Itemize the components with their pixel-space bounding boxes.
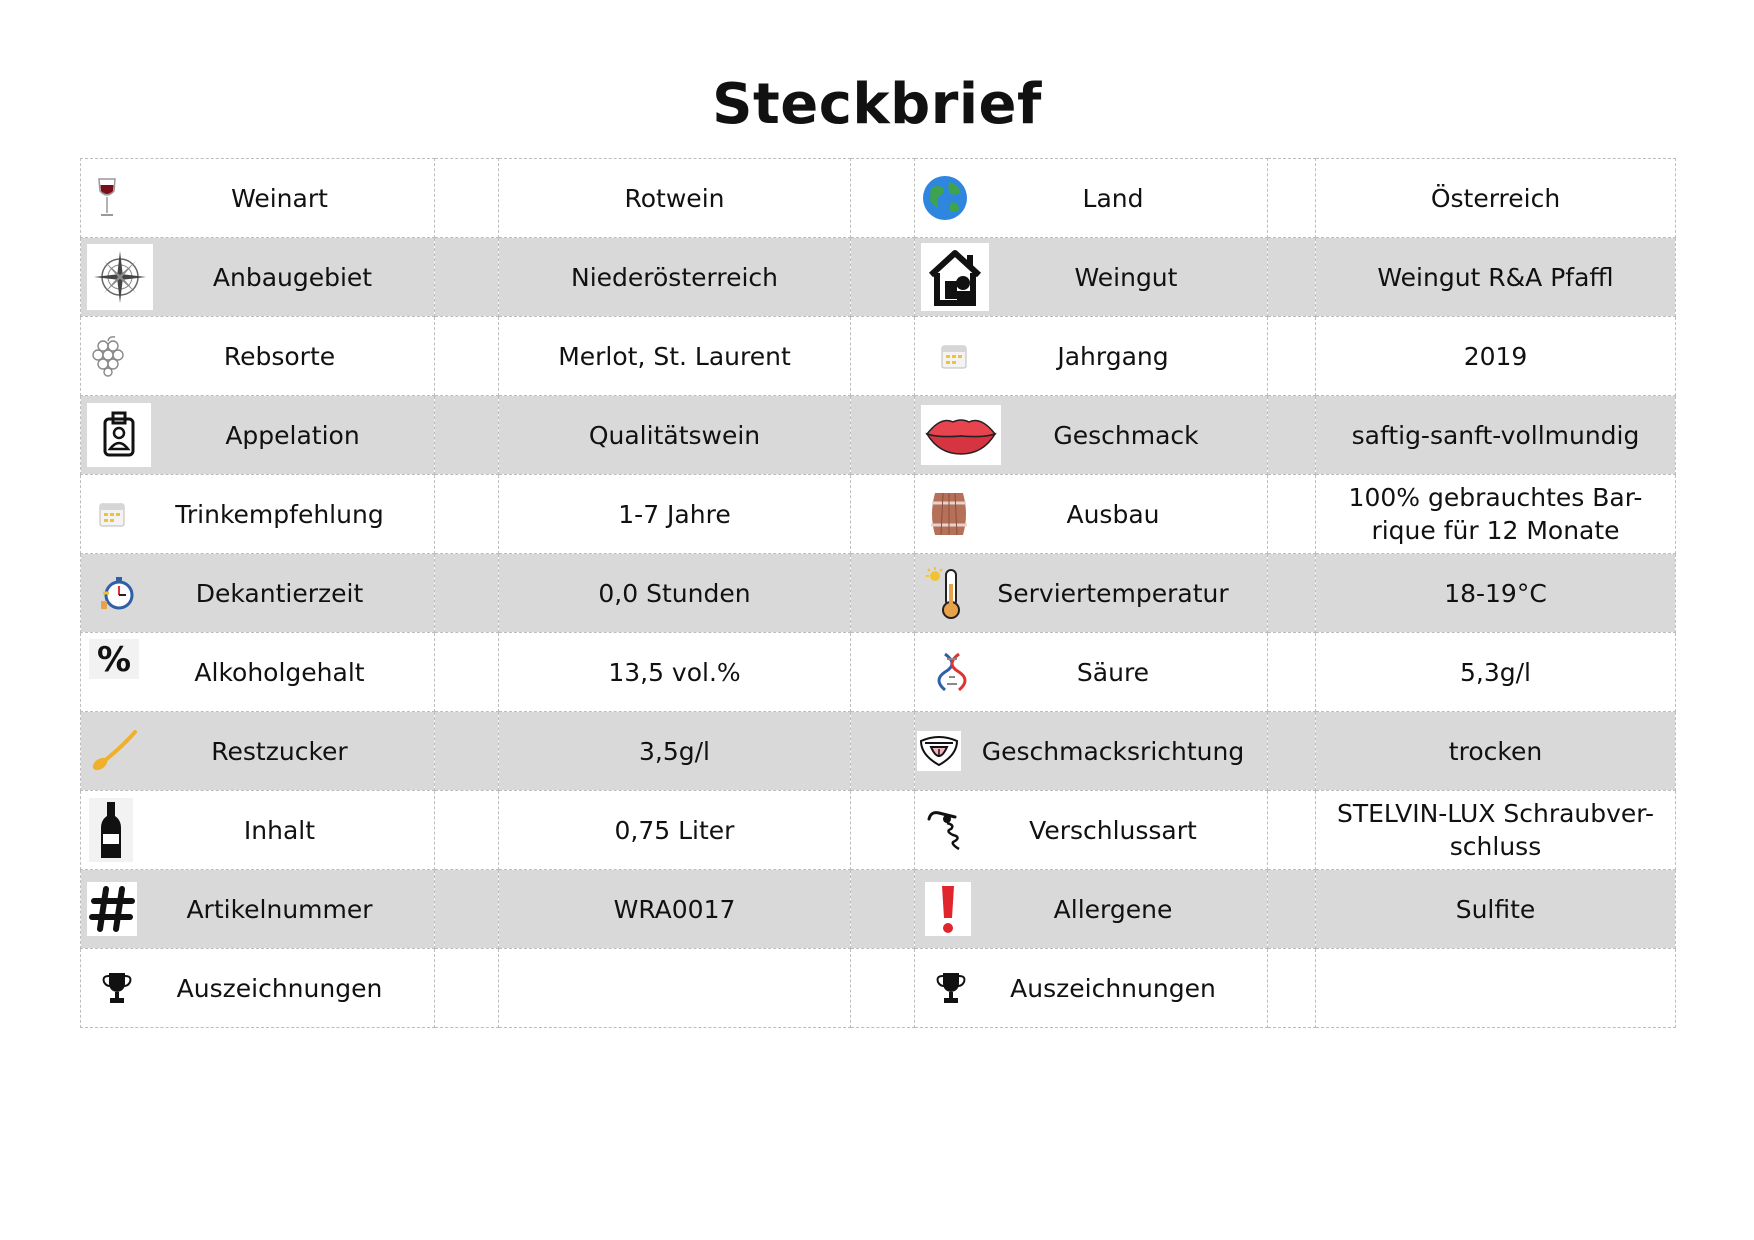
field-label: Land — [1082, 183, 1144, 213]
field-value: trocken — [1316, 712, 1676, 791]
id-badge-icon — [87, 403, 151, 467]
label-cell — [81, 475, 435, 554]
spacer-cell — [851, 159, 915, 238]
field-value: Weingut R&A Pfaffl — [1316, 238, 1676, 317]
field-label: Inhalt — [243, 815, 316, 845]
calendar-icon — [97, 499, 127, 529]
spacer-cell — [435, 870, 499, 949]
label-cell — [915, 475, 1268, 554]
spacer-cell — [851, 554, 915, 633]
corkscrew-icon — [925, 807, 971, 853]
bottle-icon — [89, 798, 133, 862]
field-value: WRA0017 — [499, 870, 851, 949]
table-row — [81, 475, 1676, 554]
spacer-cell — [1268, 475, 1316, 554]
table-row — [81, 238, 1676, 317]
dna-icon — [937, 650, 967, 694]
spacer-cell — [435, 712, 499, 791]
label-cell — [915, 712, 1268, 791]
field-label: Restzucker — [211, 736, 348, 766]
tongue-icon — [917, 731, 961, 771]
field-label: Alkoholgehalt — [194, 657, 365, 687]
field-value: saftig-sanft-vollmundig — [1316, 396, 1676, 475]
field-label: Jahrgang — [1057, 341, 1169, 371]
compass-rose-icon — [87, 244, 153, 310]
field-value: 100% gebrauchtes Bar-rique für 12 Monate — [1316, 475, 1676, 554]
field-label: Auszeichnungen — [1010, 973, 1216, 1003]
label-cell — [81, 554, 435, 633]
field-value: Niederösterreich — [499, 238, 851, 317]
trophy-icon — [935, 971, 967, 1005]
label-cell — [81, 870, 435, 949]
field-value: 0,0 Stunden — [499, 554, 851, 633]
calendar-icon — [939, 341, 969, 371]
thermometer-icon — [925, 566, 965, 620]
field-label: Appelation — [225, 420, 360, 450]
spacer-cell — [1268, 396, 1316, 475]
spacer-cell — [1268, 317, 1316, 396]
wine-glass-icon — [87, 173, 127, 223]
field-label: Geschmacksrichtung — [981, 736, 1245, 766]
field-label: Ausbau — [1066, 499, 1160, 529]
hash-icon — [87, 882, 137, 936]
label-cell — [915, 554, 1268, 633]
spacer-cell — [1268, 949, 1316, 1028]
field-label: Dekantierzeit — [195, 578, 364, 608]
field-label: Serviertemperatur — [997, 578, 1229, 608]
spacer-cell — [435, 159, 499, 238]
spacer-cell — [1268, 870, 1316, 949]
label-cell — [915, 238, 1268, 317]
trophy-icon — [101, 971, 133, 1005]
table-row — [81, 633, 1676, 712]
field-value: 18-19°C — [1316, 554, 1676, 633]
spacer-cell — [435, 791, 499, 870]
label-cell — [81, 317, 435, 396]
field-value: 5,3g/l — [1316, 633, 1676, 712]
percent-icon — [89, 639, 139, 679]
spacer-cell — [851, 475, 915, 554]
spacer-cell — [851, 949, 915, 1028]
field-value: STELVIN-LUX Schraubver-schluss — [1316, 791, 1676, 870]
spacer-cell — [435, 949, 499, 1028]
table-row — [81, 159, 1676, 238]
label-cell — [81, 159, 435, 238]
svg-text:%: % — [96, 640, 132, 679]
field-value: 2019 — [1316, 317, 1676, 396]
table-row — [81, 554, 1676, 633]
spacer-cell — [851, 870, 915, 949]
table-row — [81, 317, 1676, 396]
field-label: Anbaugebiet — [212, 262, 373, 292]
label-cell — [915, 317, 1268, 396]
page-title: Steckbrief — [712, 72, 1042, 137]
label-cell — [81, 712, 435, 791]
field-value: Qualitätswein — [499, 396, 851, 475]
spacer-cell — [851, 238, 915, 317]
spacer-cell — [435, 475, 499, 554]
field-label: Verschlussart — [1029, 815, 1197, 845]
spacer-cell — [851, 396, 915, 475]
table-row — [81, 949, 1676, 1028]
exclamation-icon — [925, 882, 971, 936]
spacer-cell — [851, 791, 915, 870]
spacer-cell — [435, 554, 499, 633]
profile-table — [80, 158, 1676, 1028]
field-value: 3,5g/l — [499, 712, 851, 791]
lips-icon — [921, 405, 1001, 465]
field-label: Rebsorte — [223, 341, 336, 371]
label-cell — [81, 238, 435, 317]
label-cell — [915, 791, 1268, 870]
grapes-icon — [87, 334, 127, 378]
spacer-cell — [435, 396, 499, 475]
spacer-cell — [435, 317, 499, 396]
spacer-cell — [435, 633, 499, 712]
spacer-cell — [1268, 791, 1316, 870]
field-value: 0,75 Liter — [499, 791, 851, 870]
spacer-cell — [1268, 633, 1316, 712]
label-cell — [915, 949, 1268, 1028]
label-cell — [81, 949, 435, 1028]
spacer-cell — [435, 238, 499, 317]
field-value: 1-7 Jahre — [499, 475, 851, 554]
field-label: Trinkempfehlung — [175, 499, 384, 529]
spacer-cell — [851, 317, 915, 396]
field-label: Weinart — [231, 183, 328, 213]
field-value — [1316, 949, 1676, 1028]
field-value — [499, 949, 851, 1028]
label-cell — [81, 791, 435, 870]
field-value: Merlot, St. Laurent — [499, 317, 851, 396]
label-cell — [915, 870, 1268, 949]
field-label: Allergene — [1053, 894, 1173, 924]
barrel-icon — [927, 489, 971, 539]
field-label: Geschmack — [1053, 420, 1199, 450]
house-icon — [921, 243, 989, 311]
field-label: Säure — [1076, 657, 1150, 687]
label-cell — [915, 633, 1268, 712]
table-row — [81, 396, 1676, 475]
spacer-cell — [851, 712, 915, 791]
table-row — [81, 712, 1676, 791]
field-label: Auszeichnungen — [176, 973, 383, 1003]
timer-icon — [97, 573, 137, 613]
field-value: Sulfite — [1316, 870, 1676, 949]
sugar-spoon-icon — [89, 728, 139, 774]
field-label: Weingut — [1074, 262, 1178, 292]
label-cell — [81, 396, 435, 475]
field-value: Österreich — [1316, 159, 1676, 238]
label-cell — [915, 159, 1268, 238]
table-row — [81, 791, 1676, 870]
spacer-cell — [1268, 159, 1316, 238]
table-row — [81, 870, 1676, 949]
field-label: Artikelnummer — [186, 894, 373, 924]
field-value: 13,5 vol.% — [499, 633, 851, 712]
label-cell — [915, 396, 1268, 475]
spacer-cell — [1268, 712, 1316, 791]
spacer-cell — [1268, 554, 1316, 633]
label-cell — [81, 633, 435, 712]
field-value: Rotwein — [499, 159, 851, 238]
spacer-cell — [851, 633, 915, 712]
globe-icon — [921, 174, 969, 222]
spacer-cell — [1268, 238, 1316, 317]
